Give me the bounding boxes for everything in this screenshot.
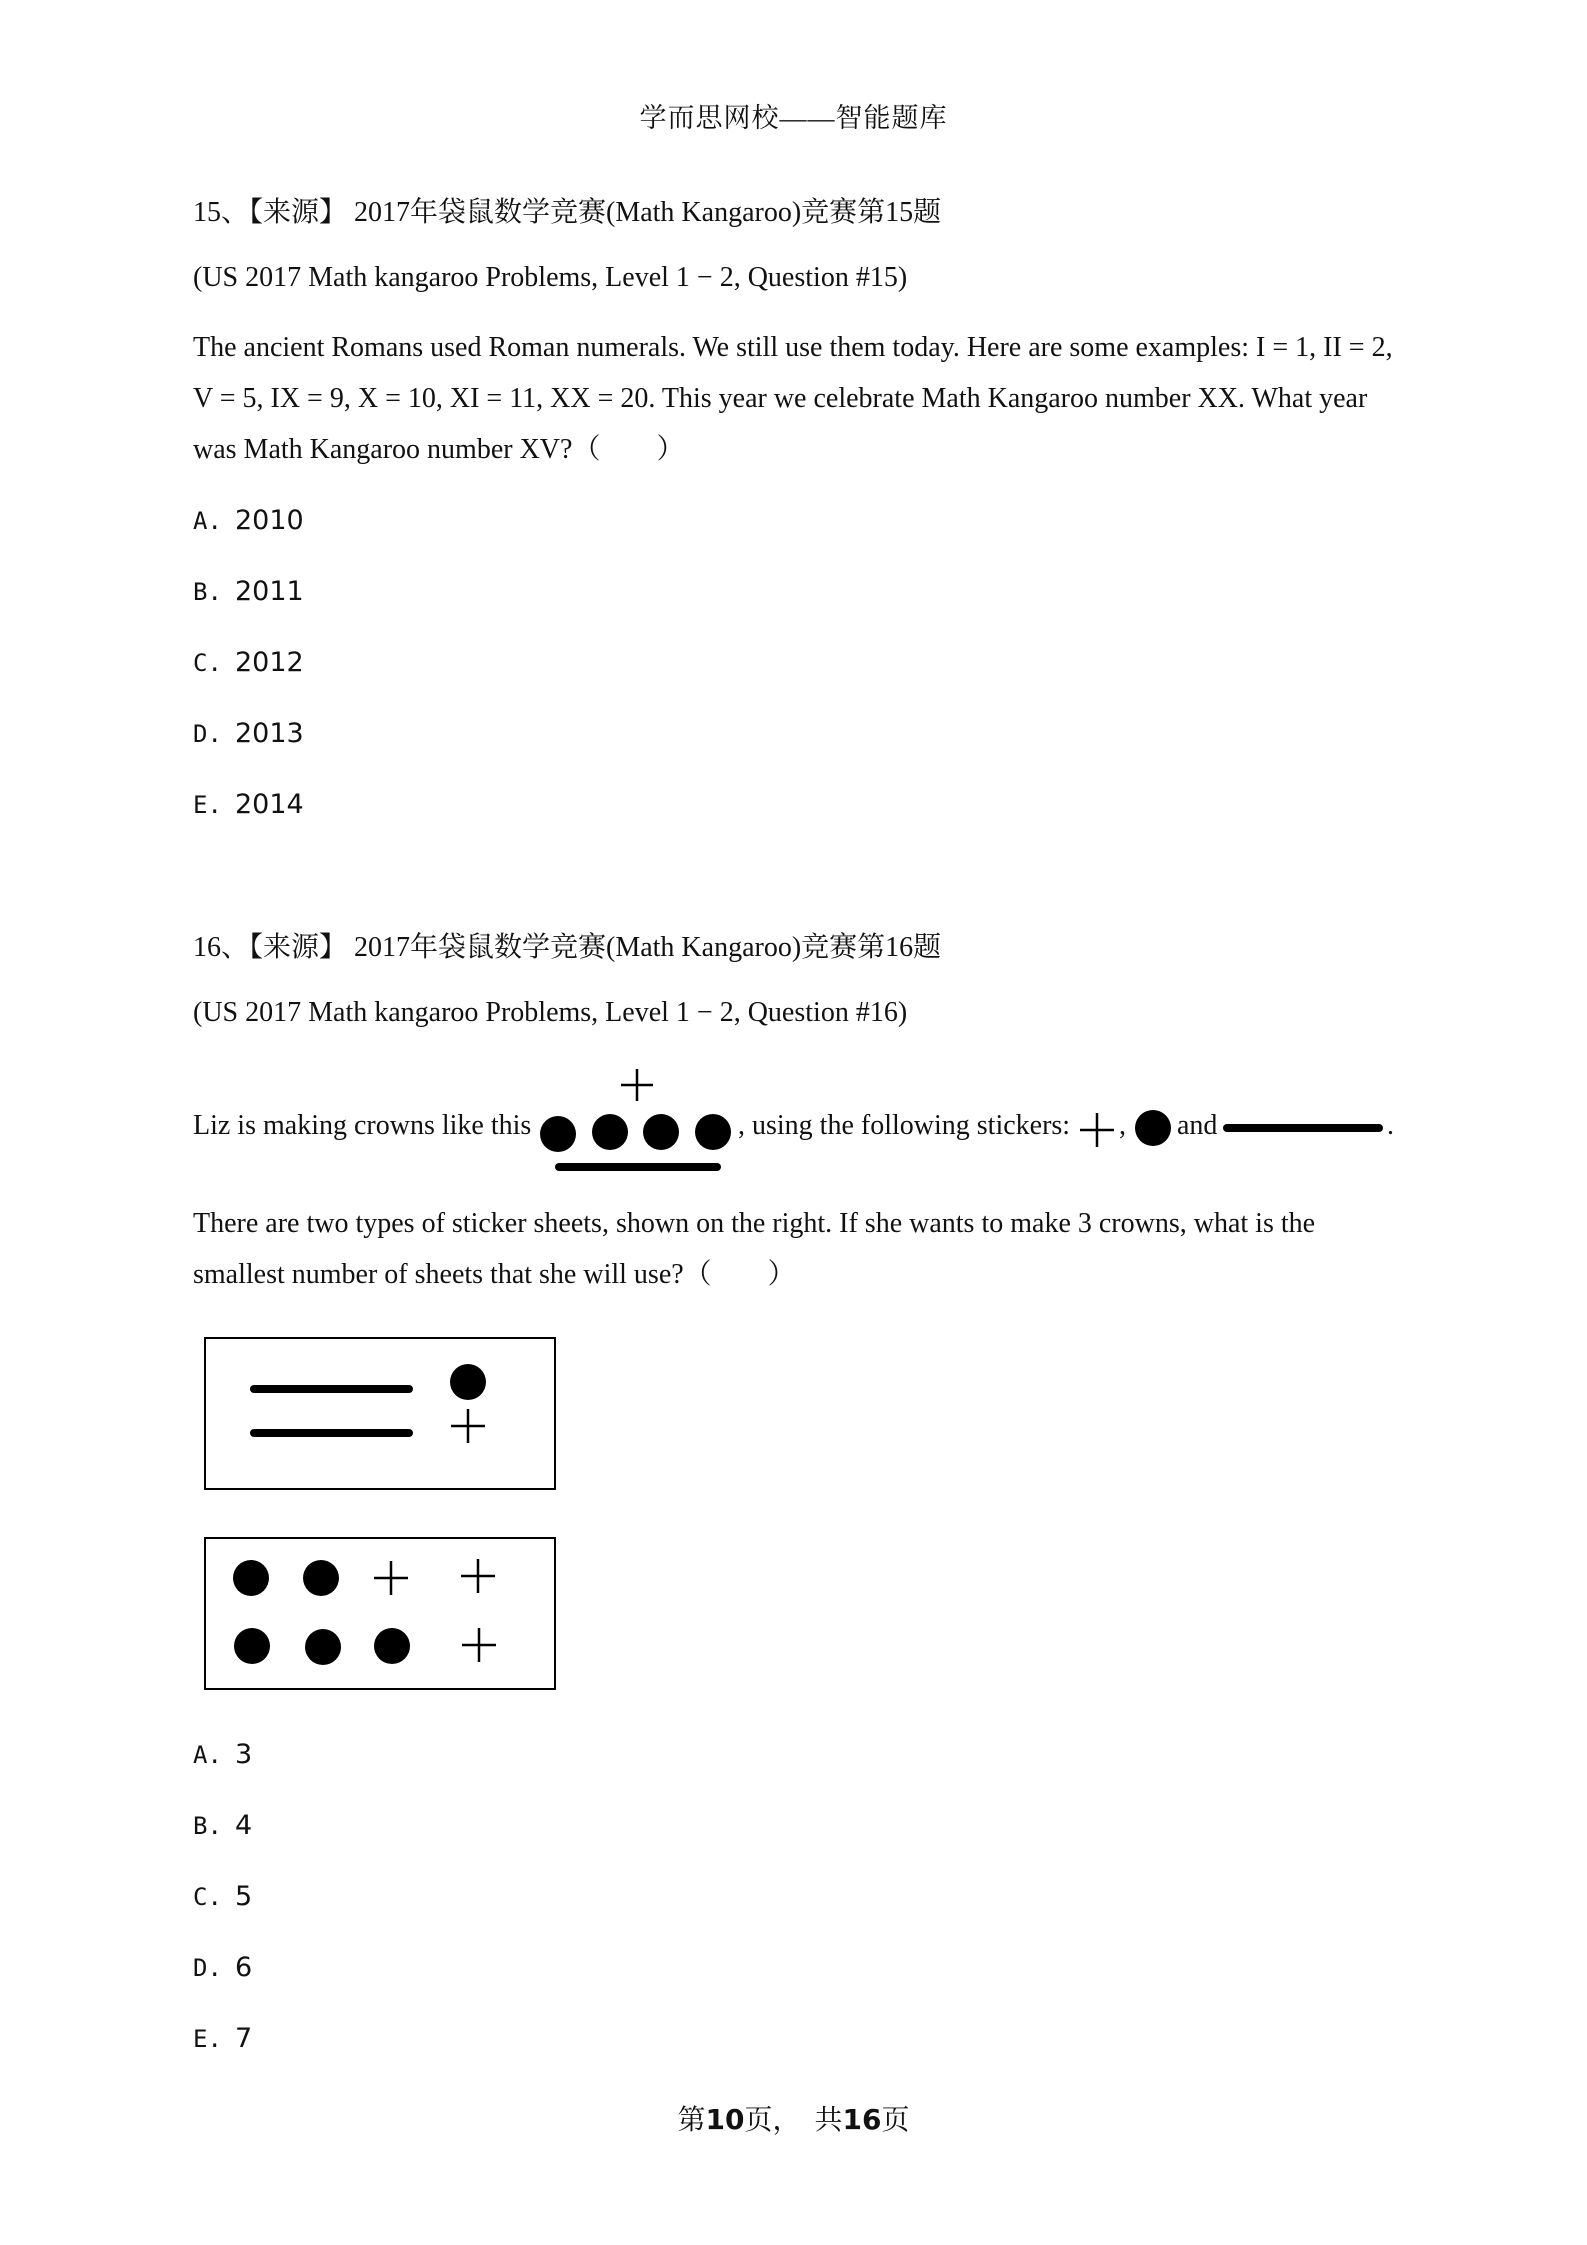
sheet-2-stickers: [206, 1539, 554, 1687]
q16-subtitle: (US 2017 Math kangaroo Problems, Level 1 − 2, Question #16): [193, 997, 908, 1028]
option-value: 7: [235, 2023, 253, 2054]
option-value: 6: [235, 1952, 253, 1983]
q15-option-e: [193, 789, 304, 820]
q16-option-e: [193, 2023, 252, 2054]
option-letter: E.: [193, 791, 222, 819]
q15-option-d: [193, 718, 304, 749]
sticker-sheet-2: [204, 1537, 556, 1690]
option-value: 2012: [235, 647, 304, 678]
page-footer: [0, 2098, 1587, 2138]
q16-option-b: [193, 1810, 252, 1841]
sheet-1-stickers: [206, 1339, 554, 1487]
q15-option-c: [193, 647, 304, 678]
q15-option-b: [193, 576, 304, 607]
q15-option-a: [193, 505, 304, 536]
option-value: 4: [235, 1810, 253, 1841]
footer-page-number: 10: [705, 2103, 745, 2136]
q16-source: 16、【来源】 2017年袋鼠数学竞赛(Math Kangaroo)竞赛第16题: [193, 932, 942, 963]
footer-prefix: 第: [677, 2105, 706, 2136]
option-value: 2010: [235, 505, 304, 536]
option-letter: B.: [193, 578, 222, 606]
option-letter: E.: [193, 2025, 222, 2053]
plus-sticker-icon: [1077, 1110, 1117, 1150]
q15-body: The ancient Romans used Roman numerals. We still use them today. Here are some examples: I = 1, II = 2, V = 5, IX = 9, X = 10, XI = 11, XX = 20. This year we celebrate Math Kangaroo number XX. What year was Math Kangaroo number XV?（ ）: [193, 332, 1393, 465]
page-header: 学而思网校——智能题库: [639, 103, 948, 133]
crown-figure: [535, 1065, 735, 1180]
option-letter: A.: [193, 1741, 222, 1769]
crown-text-and: and: [1177, 1110, 1218, 1141]
option-letter: D.: [193, 1954, 222, 1982]
option-letter: B.: [193, 1812, 222, 1840]
q16-option-a: [193, 1739, 252, 1770]
option-value: 2013: [235, 718, 304, 749]
option-value: 2014: [235, 789, 304, 820]
option-letter: D.: [193, 720, 222, 748]
option-value: 5: [235, 1881, 253, 1912]
option-letter: C.: [193, 649, 222, 677]
q16-option-d: [193, 1952, 252, 1983]
crown-text-intro: Liz is making crowns like this: [193, 1110, 532, 1141]
crown-text-period: .: [1387, 1110, 1394, 1141]
bar-sticker-icon: [1222, 1118, 1384, 1138]
option-value: 2011: [235, 576, 304, 607]
footer-total-pages: 16: [842, 2103, 882, 2136]
sticker-sheet-1: [204, 1337, 556, 1490]
dot-sticker-icon: [1133, 1108, 1173, 1148]
option-letter: C.: [193, 1883, 222, 1911]
q16-body: There are two types of sticker sheets, shown on the right. If she wants to make 3 crowns, what is the smallest number of sheets that she will use?（ ）: [193, 1208, 1316, 1290]
footer-middle: 页， 共: [744, 2105, 843, 2136]
option-value: 3: [235, 1739, 253, 1770]
crown-text-stickers: , using the following stickers:: [738, 1110, 1071, 1141]
footer-suffix: 页: [881, 2105, 910, 2136]
q15-source: 15、【来源】 2017年袋鼠数学竞赛(Math Kangaroo)竞赛第15题: [193, 197, 942, 228]
crown-text-comma: ,: [1119, 1110, 1126, 1141]
q15-subtitle: (US 2017 Math kangaroo Problems, Level 1 − 2, Question #15): [193, 262, 908, 293]
q16-option-c: [193, 1881, 252, 1912]
option-letter: A.: [193, 507, 222, 535]
